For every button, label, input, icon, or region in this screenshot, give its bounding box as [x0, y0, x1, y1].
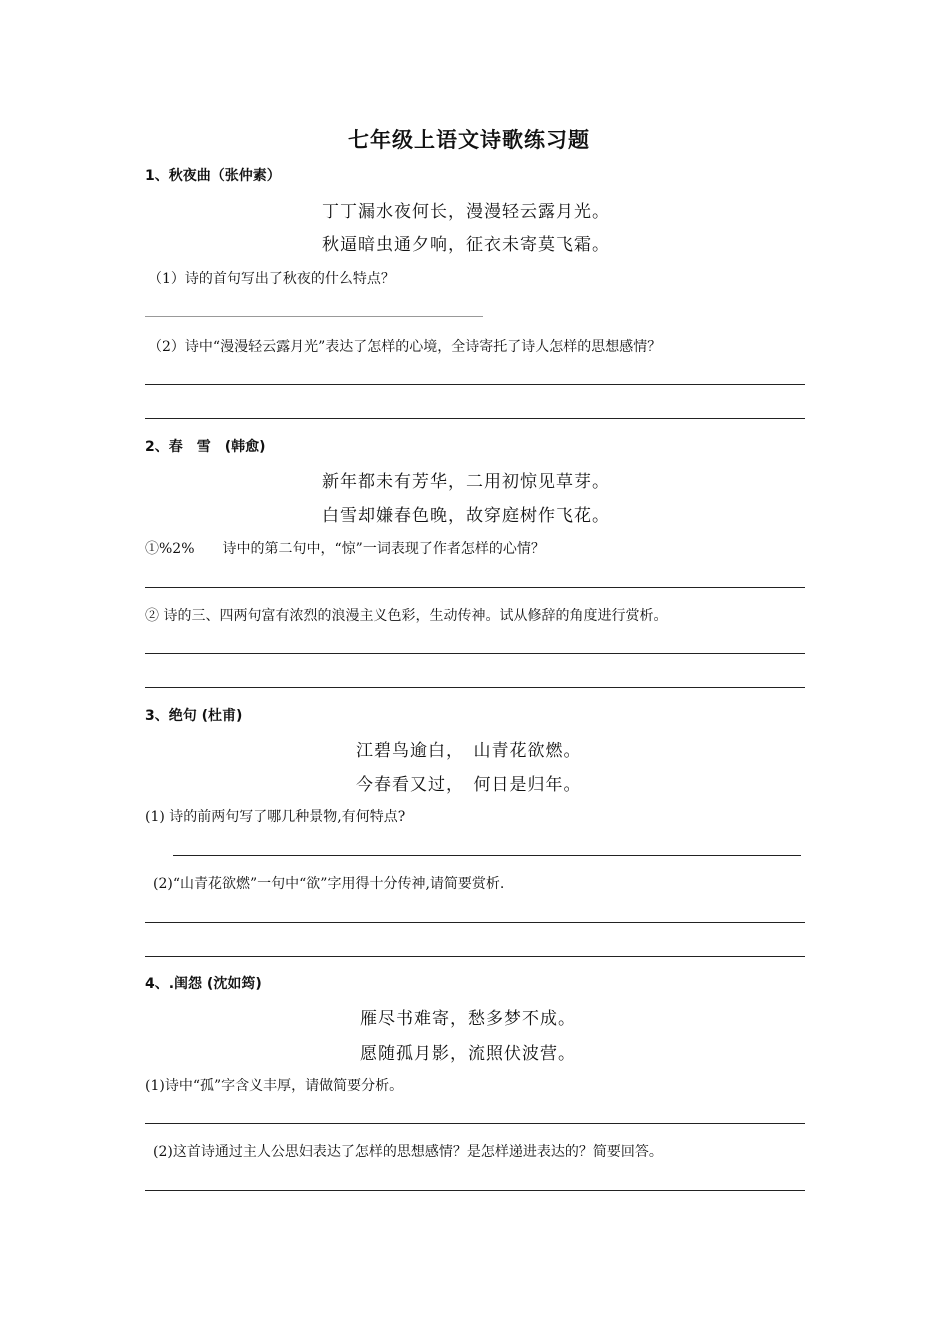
section-4-question-1: (1)诗中“孤”字含义丰厚，请做简要分析。 [145, 1078, 404, 1094]
section-1-poem-line-2: 秋逼暗虫通夕响，征衣未寄莫飞霜。 [322, 235, 610, 255]
section-1-poem-line-1: 丁丁漏水夜何长，漫漫轻云露月光。 [322, 202, 610, 222]
section-3-heading: 3、绝句 (杜甫) [145, 708, 243, 724]
answer-line[interactable] [145, 587, 805, 588]
answer-line[interactable] [145, 1123, 805, 1124]
answer-line[interactable] [145, 384, 805, 385]
section-1-question-1: （1）诗的首句写出了秋夜的什么特点？ [148, 271, 395, 287]
section-2-poem-line-2: 白雪却嫌春色晚，故穿庭树作飞花。 [322, 506, 610, 526]
section-2-poem-line-1: 新年都未有芳华，二用初惊见草芽。 [322, 472, 610, 492]
answer-line[interactable] [145, 956, 805, 957]
section-4-poem-line-1: 雁尽书难寄，愁多梦不成。 [360, 1009, 576, 1029]
section-3-question-1: (1) 诗的前两句写了哪几种景物,有何特点? [145, 809, 406, 825]
answer-line[interactable] [145, 687, 805, 688]
section-2-question-2: ② 诗的三、四两句富有浓烈的浪漫主义色彩，生动传神。试从修辞的角度进行赏析。 [145, 608, 668, 624]
answer-line[interactable] [145, 653, 805, 654]
answer-line[interactable] [173, 855, 801, 856]
answer-line[interactable] [145, 418, 805, 419]
answer-line[interactable] [145, 316, 483, 317]
section-1-question-2: （2）诗中“漫漫轻云露月光”表达了怎样的心境，全诗寄托了诗人怎样的思想感情？ [148, 339, 662, 355]
answer-line[interactable] [145, 922, 805, 923]
section-3-question-2: (2)“山青花欲燃”一句中“欲”字用得十分传神,请简要赏析. [153, 876, 505, 892]
answer-line[interactable] [145, 1190, 805, 1191]
section-4-heading: 4、.闺怨 (沈如筠) [145, 976, 262, 992]
section-1-heading: 1、秋夜曲（张仲素） [145, 168, 281, 184]
section-2-question-1: ①%2% 诗中的第二句中，“惊”一词表现了作者怎样的心情？ [145, 541, 545, 557]
section-4-question-2: (2)这首诗通过主人公思妇表达了怎样的思想感情？是怎样递进表达的？简要回答。 [153, 1144, 663, 1160]
page-title: 七年级上语文诗歌练习题 [348, 128, 590, 152]
section-4-poem-line-2: 愿随孤月影，流照伏波营。 [360, 1044, 576, 1064]
section-2-heading: 2、春 雪 (韩愈) [145, 439, 266, 455]
section-3-poem-line-1: 江碧鸟逾白， 山青花欲燃。 [356, 741, 582, 761]
section-3-poem-line-2: 今春看又过， 何日是归年。 [356, 775, 582, 795]
